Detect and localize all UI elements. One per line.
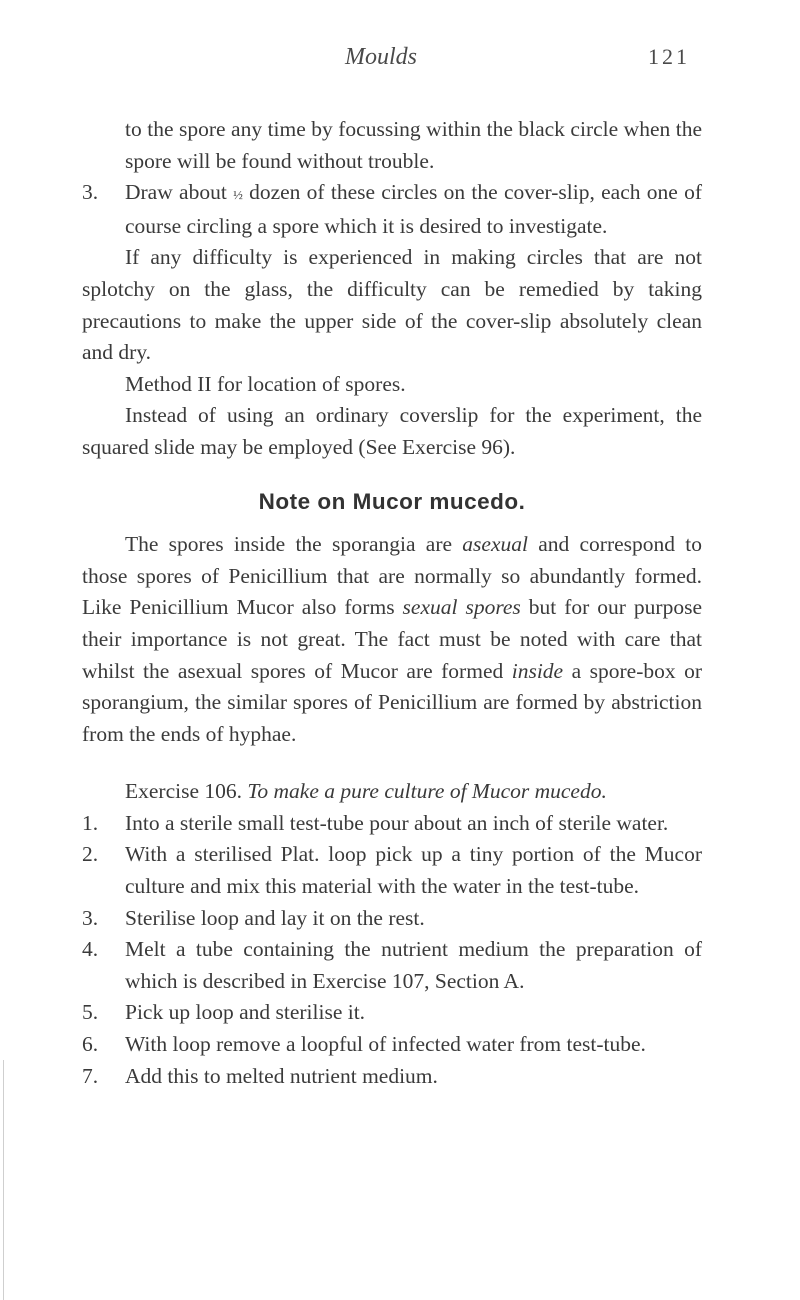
page-number: 121	[648, 44, 690, 69]
exercise-step	[82, 997, 702, 1029]
step-text: With a sterilised Plat. loop pick up a tiny portion of the Mucor culture and mix this material with the water in the test-tube.	[125, 842, 702, 899]
page-body	[82, 114, 702, 1092]
exercise-label: Exercise 106.	[125, 779, 248, 804]
note-text-2: and correspond to those spores of Penicillium that are normally so abundantly formed. Like Penicillium Mucor also forms	[82, 532, 702, 620]
step-3	[82, 177, 702, 242]
step-number: 7.	[82, 1063, 99, 1088]
note-text-1: The spores inside the sporangia are	[125, 532, 463, 557]
fraction-half: ½	[233, 187, 243, 203]
note-text-3: but for our purpose their importance is not great. The fact must be noted with care that whilst the asexual spores of Mucor are formed	[82, 595, 702, 683]
step-number: 3.	[82, 905, 99, 930]
note-inside: inside	[511, 658, 564, 683]
step-3-text-b: dozen of these circles on the cover-slip, each one of course circling a spore which it is desired to investigate.	[125, 180, 702, 238]
exercise-step	[82, 808, 702, 840]
step-number: 5.	[82, 1000, 99, 1025]
exercise-step	[82, 839, 702, 902]
exercise-step	[82, 934, 702, 997]
exercise-step	[82, 903, 702, 935]
step-text: With loop remove a loopful of infected water from test-tube.	[125, 1032, 646, 1057]
step-number: 6.	[82, 1032, 99, 1057]
difficulty-paragraph: If any difficulty is experienced in making circles that are not splotchy on the glass, the difficulty can be remedied by taking precautions to make the upper side of the cover-slip absolutely clean and dry.	[82, 245, 702, 365]
step-text: Pick up loop and sterilise it.	[125, 1000, 366, 1025]
step-number: 2.	[82, 842, 99, 867]
step-text: Sterilise loop and lay it on the rest.	[125, 905, 425, 930]
method-2-text: Instead of using an ordinary coverslip for the experiment, the squared slide may be employed (See Exercise 96).	[82, 403, 702, 459]
note-sexual-spores: sexual spores	[402, 595, 521, 620]
exercise-step	[82, 1061, 702, 1093]
step-text: Add this to melted nutrient medium.	[125, 1063, 438, 1088]
method-2-title: Method II for location of spores.	[125, 371, 406, 396]
continued-line-2: when the spore will be found without trouble.	[125, 117, 703, 173]
note-text-4: a spore-box or sporangium, the similar spores of Penicillium are formed by abstriction from the ends of hyphae.	[82, 658, 702, 746]
step-3-number: 3.	[82, 180, 99, 205]
step-text: Melt a tube containing the nutrient medium the preparation of which is described in Exercise 107, Section A.	[125, 937, 702, 993]
scan-edge-line	[3, 1060, 4, 1300]
continued-step	[82, 114, 702, 177]
exercise-heading	[82, 776, 702, 808]
note-heading: Note on Mucor mucedo.	[258, 488, 526, 514]
step-number: 1.	[82, 810, 99, 835]
exercise-title: To make a pure culture of Mucor mucedo.	[247, 779, 607, 804]
step-3-text-a: Draw about	[125, 180, 234, 205]
page-header	[0, 44, 800, 74]
running-title: Moulds	[345, 44, 417, 70]
exercise-step	[82, 1029, 702, 1061]
note-asexual: asexual	[462, 532, 528, 557]
note-paragraph	[82, 529, 702, 750]
exercise-steps	[82, 808, 702, 1092]
step-number: 4.	[82, 937, 99, 962]
continued-line-1: to the spore any time by focussing within the black circle	[125, 117, 619, 141]
step-text: Into a sterile small test-tube pour about an inch of sterile water.	[125, 810, 669, 835]
